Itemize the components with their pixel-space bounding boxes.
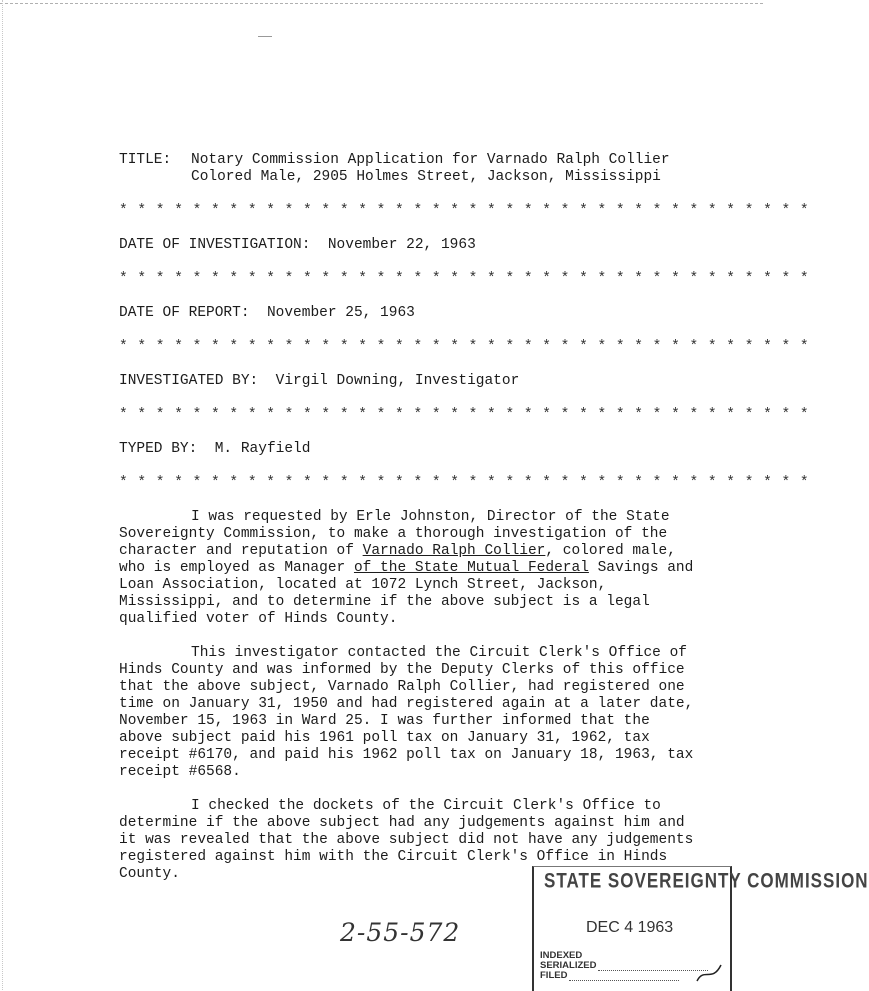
investigation-date-value: November 22, 1963 [327, 237, 476, 253]
separator-2: * * * * * * * * * * * * * * * * * * * * * * * * * * * * * * * * * * * * * * [119, 271, 810, 287]
paragraph-request [119, 509, 699, 628]
report-document [119, 152, 810, 898]
title-block [119, 152, 719, 186]
paragraph-request-part-a: I was requested by Erle Johnston, Director of the State Sovereignty Commission, to make a thorough investigation of the character and reputation of [119, 509, 670, 559]
stamp-filed-label: FILED [540, 970, 568, 981]
title-line-2: Colored Male, 2905 Holmes Street, Jackson, Mississippi [191, 169, 661, 185]
stamp-indexed-label: INDEXED [540, 950, 583, 961]
report-date-field [119, 305, 719, 322]
investigator-field [119, 373, 719, 390]
investigation-date-label: DATE OF INVESTIGATION: [119, 237, 311, 253]
stamp-initial-mark [694, 963, 724, 985]
typist-value: M. Rayfield [214, 441, 311, 457]
stamp-title: STATE SOVEREIGNTY COMMISSION [544, 868, 869, 893]
stamp-serialized-label: SERIALIZED [540, 960, 597, 971]
paragraph-request-part-c: Savings and Loan Association, located at 1072 Lynch Street, Jackson, Mississippi, and to determine if the above subject is a legal qualified voter of Hinds County. [119, 560, 694, 627]
scan-mark [258, 36, 272, 37]
typist-label: TYPED BY: [119, 441, 198, 457]
scan-edge-top [0, 3, 763, 4]
investigator-label: INVESTIGATED BY: [119, 373, 259, 389]
paragraph-registration: This investigator contacted the Circuit Clerk's Office of Hinds County and was informed by the Deputy Clerks of this office that the above subject, Varnado Ralph Collier, had registered one time on January 31, 1950 and had registered again at a later date, November 15, 1963 in Ward 25. I was further informed that the above subject paid his 1961 poll tax on January 31, 1962, tax receipt #6170, and paid his 1962 poll tax on January 18, 1963, tax receipt #6568. [119, 645, 694, 780]
typist-field [119, 441, 719, 458]
stamp-filed [540, 971, 708, 981]
subject-name-underlined: Varnado Ralph Collier [362, 543, 546, 559]
report-date-label: DATE OF REPORT: [119, 305, 250, 321]
separator-3: * * * * * * * * * * * * * * * * * * * * * * * * * * * * * * * * * * * * * * [119, 339, 810, 355]
investigator-value: Virgil Downing, Investigator [275, 373, 520, 389]
stamp-date: DEC 4 1963 [586, 919, 674, 936]
title-line-1: Notary Commission Application for Varnado Ralph Collier [191, 152, 670, 168]
title-text [191, 152, 670, 186]
title-label: TITLE: [119, 152, 172, 168]
separator-5: * * * * * * * * * * * * * * * * * * * * * * * * * * * * * * * * * * * * * * [119, 475, 810, 491]
separator-1: * * * * * * * * * * * * * * * * * * * * * * * * * * * * * * * * * * * * * * [119, 203, 810, 219]
handwritten-file-number: 2-55-572 [340, 918, 461, 947]
paragraph-judgements: I checked the dockets of the Circuit Clerk's Office to determine if the above subject had any judgements against him and it was revealed that the above subject did not have any judgements registered against him with the Circuit Clerk's Office in Hinds County. [119, 798, 694, 882]
paragraph-request-part-b: , colored male, who is employed as Manager [119, 543, 676, 576]
stamp-labels [540, 951, 708, 981]
scan-edge-left [2, 0, 3, 990]
investigation-date-field [119, 237, 719, 254]
report-date-value: November 25, 1963 [266, 305, 415, 321]
received-stamp [532, 866, 869, 991]
separator-4: * * * * * * * * * * * * * * * * * * * * * * * * * * * * * * * * * * * * * * [119, 407, 810, 423]
employer-underlined: of the State Mutual Federal [353, 560, 589, 576]
stamp-filed-line [569, 980, 679, 981]
